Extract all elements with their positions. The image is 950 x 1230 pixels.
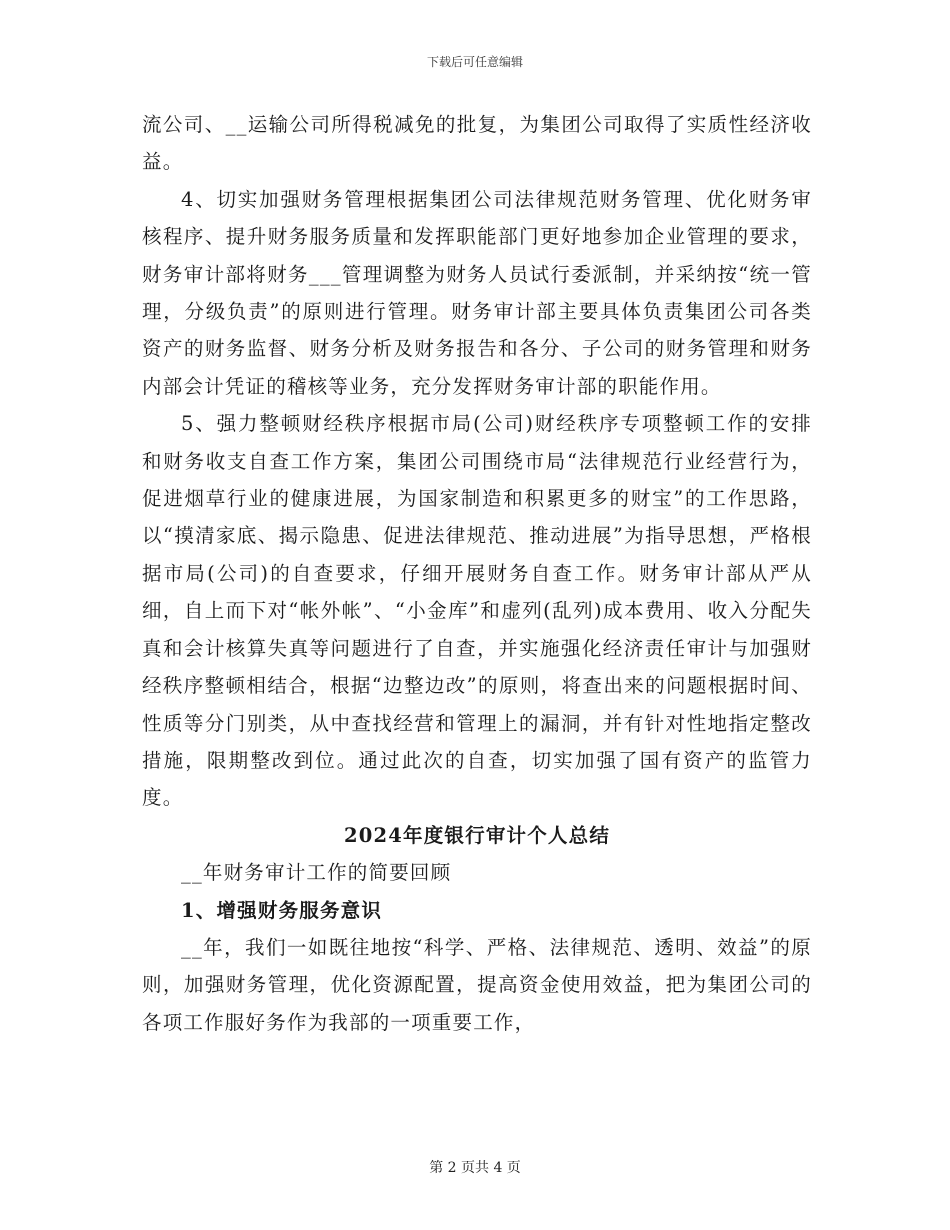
paragraph-continuation: 流公司、__运输公司所得税减免的批复，为集团公司取得了实质性经济收益。 bbox=[142, 113, 812, 174]
heading-item-1: 1、增强财务服务意识 bbox=[181, 898, 383, 922]
paragraph-service-awareness: __年，我们一如既往地按“科学、严格、法律规范、透明、效益”的原则，加强财务管理，优化资源配置，提高资金使用效益，把为集团公司的各项工作服好务作为我部的一项重要工作， bbox=[142, 935, 812, 1034]
document-body bbox=[142, 106, 812, 1041]
page-header: 下载后可任意编辑 bbox=[426, 55, 523, 69]
review-subheading: __年财务审计工作的简要回顾 bbox=[181, 861, 452, 885]
paragraph-item-5: 5、强力整顿财经秩序根据市局(公司)财经秩序专项整顿工作的安排和财务收支自查工作方案，集团公司围绕市局“法律规范行业经营行为，促进烟草行业的健康进展，为国家制造和积累更多的财宝”的工作思路，以“摸清家底、揭示隐患、促进法律规范、推动进展”为指导思想，严格根据市局(公司)的自查要求，仔细开展财务自查工作。财务审计部从严从细，自上而下对“帐外帐”、“小金库”和虚列(乱列)成本费用、收入分配失真和会计核算失真等问题进行了自查，并实施强化经济责任审计与加强财经秩序整顿相结合，根据“边整边改”的原则，将查出来的问题根据时间、性质等分门别类，从中查找经营和管理上的漏洞，并有针对性地指定整改措施，限期整改到位。通过此次的自查，切实加强了国有资产的监管力度。 bbox=[142, 412, 812, 810]
page-footer: 第 2 页共 4 页 bbox=[429, 1160, 521, 1176]
section-title: 2024年度银行审计个人总结 bbox=[343, 823, 611, 847]
paragraph-item-4: 4、切实加强财务管理根据集团公司法律规范财务管理、优化财务审核程序、提升财务服务质量和发挥职能部门更好地参加企业管理的要求，财务审计部将财务___管理调整为财务人员试行委派制，并采纳按“统一管理，分级负责”的原则进行管理。财务审计部主要具体负责集团公司各类资产的财务监督、财务分析及财务报告和各分、子公司的财务管理和财务内部会计凭证的稽核等业务，充分发挥财务审计部的职能作用。 bbox=[142, 187, 812, 398]
